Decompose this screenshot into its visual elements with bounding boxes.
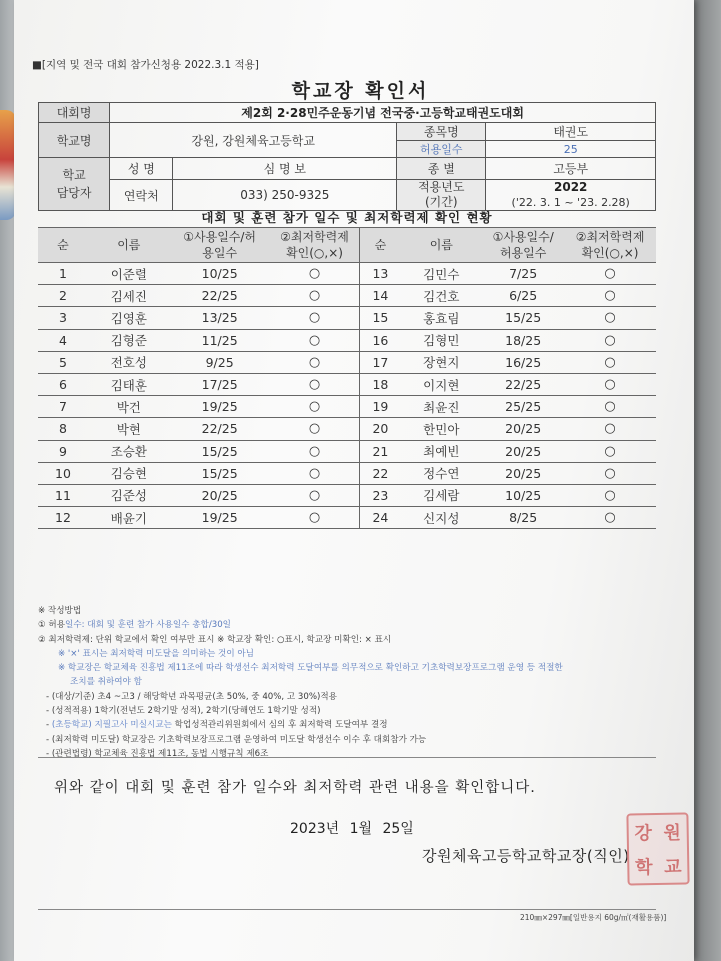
academic-check-right: ○ — [564, 329, 656, 351]
days-used-right: 25/25 — [482, 396, 564, 418]
col-no: 순 — [38, 228, 88, 263]
academic-check-right: ○ — [564, 462, 656, 484]
academic-check: ○ — [270, 263, 360, 285]
roster-row — [38, 285, 656, 307]
confirmation-statement: 위와 같이 대회 및 훈련 참가 일수와 최저학력 관련 내용을 확인합니다. — [54, 780, 536, 796]
academic-check-right: ○ — [564, 440, 656, 462]
allowed-days-label: 허용일수 — [397, 141, 486, 158]
academic-check-right: ○ — [564, 351, 656, 373]
row-number: 11 — [38, 484, 88, 506]
official-seal — [626, 812, 689, 885]
note-7-highlight: (초등학교) 지필고사 미실시교는 — [51, 720, 172, 731]
school-label: 학교명 — [39, 123, 110, 158]
seal-character: 학 — [634, 857, 653, 879]
student-name-right: 최윤진 — [400, 396, 482, 418]
row-number-right: 16 — [360, 329, 400, 351]
days-used: 20/25 — [170, 484, 270, 506]
year-label-line2: (기간) — [425, 195, 458, 209]
days-used: 22/25 — [170, 418, 270, 440]
col-days-line2: 용일수 — [202, 246, 238, 260]
days-used-right: 18/25 — [482, 329, 564, 351]
student-name: 김세진 — [88, 285, 170, 307]
days-used: 17/25 — [170, 373, 270, 395]
student-name-right: 정수연 — [400, 462, 482, 484]
roster-row — [38, 329, 656, 351]
student-name: 박건 — [88, 396, 170, 418]
category-value: 고등부 — [486, 158, 656, 180]
info-table — [38, 102, 656, 211]
roster-row — [38, 462, 656, 484]
year-label-line1: 적용년도 — [418, 180, 465, 194]
note-5: - (대상/기준) 초4 ~고3 / 해당학년 과목평균(초 50%, 중 40%, 고 30%)적용 — [46, 691, 337, 702]
event-label: 대회명 — [39, 103, 110, 123]
note-3: ※ '×' 표시는 최저학력 미도달을 의미하는 것이 아님 — [58, 648, 254, 659]
student-name: 배윤기 — [88, 507, 170, 529]
seal-character: 원 — [663, 822, 682, 844]
student-name: 전호성 — [88, 351, 170, 373]
notes-heading: ※ 작성방법 — [38, 606, 82, 616]
days-used-right: 7/25 — [482, 263, 564, 285]
student-name-right: 김형민 — [400, 329, 482, 351]
row-number-right: 21 — [360, 440, 400, 462]
academic-check-right: ○ — [564, 373, 656, 395]
student-name-right: 최예빈 — [400, 440, 482, 462]
academic-check: ○ — [270, 507, 360, 529]
days-used: 22/25 — [170, 285, 270, 307]
days-used-right: 16/25 — [482, 351, 564, 373]
row-number: 7 — [38, 396, 88, 418]
student-name-right: 김건호 — [400, 285, 482, 307]
row-number: 8 — [38, 418, 88, 440]
student-name-right: 홍효림 — [400, 307, 482, 329]
year-value: 2022 — [554, 180, 588, 194]
roster-row — [38, 484, 656, 506]
document-title: 학교장 확인서 — [291, 80, 430, 102]
col-days-line1: ①사용일수/허 — [183, 230, 257, 244]
row-number-right: 22 — [360, 462, 400, 484]
sport-label: 종목명 — [397, 123, 486, 141]
note-7-text: 학업성적관리위원회에서 심의 후 최저학력 도달여부 결정 — [171, 720, 388, 731]
days-used-right: 20/25 — [482, 418, 564, 440]
student-name-right: 장현지 — [400, 351, 482, 373]
row-number: 9 — [38, 440, 88, 462]
academic-check-right: ○ — [564, 484, 656, 506]
row-number-right: 14 — [360, 285, 400, 307]
paper-spec: 210㎜×297㎜[일반용지 60g/㎡(재활용품)] — [520, 913, 667, 922]
academic-check: ○ — [270, 418, 360, 440]
row-number-right: 20 — [360, 418, 400, 440]
roster-row — [38, 307, 656, 329]
staff-label-line1: 학교 — [62, 168, 86, 182]
academic-check-right: ○ — [564, 507, 656, 529]
row-number-right: 17 — [360, 351, 400, 373]
row-number: 5 — [38, 351, 88, 373]
seal-character: 강 — [634, 823, 653, 845]
col-name: 이름 — [88, 228, 170, 263]
issue-date: 2023년 1월 25일 — [290, 821, 414, 837]
name-label: 성 명 — [110, 158, 173, 180]
note-9: - (관련법령) 학교체육 진흥법 제11조, 동법 시행규칙 제6조 — [46, 748, 269, 759]
row-number-right: 13 — [360, 263, 400, 285]
student-name: 이준렬 — [88, 263, 170, 285]
contact-value: 033) 250-9325 — [173, 180, 397, 211]
note-1-prefix: ① 허용 — [38, 620, 66, 631]
row-number-right: 15 — [360, 307, 400, 329]
col-check-right-line2: 확인(○,×) — [581, 246, 639, 260]
note-4: ※ 학교장은 학교체육 진흥법 제11조에 따라 학생선수 최저학력 도달여부를 의무적으로 확인하고 기초학력보장프로그램 운영 등 적절한 — [58, 663, 563, 674]
note-8: - (최저학력 미도달) 학교장은 기초학력보장프로그램 운영하여 미도달 학생선수 이수 후 대회참가 가능 — [46, 734, 427, 745]
days-used-right: 8/25 — [482, 507, 564, 529]
note-6: - (성적적용) 1학기(전년도 2학기말 성적), 2학기(당해연도 1학기말 성적) — [46, 706, 321, 717]
student-name: 김승현 — [88, 462, 170, 484]
col-check-line1: ②최저학력제 — [280, 230, 349, 244]
student-name: 조승환 — [88, 440, 170, 462]
student-name-right: 신지성 — [400, 507, 482, 529]
category-label: 종 별 — [397, 158, 486, 180]
days-used: 9/25 — [170, 351, 270, 373]
writing-instructions — [38, 604, 563, 761]
period-value: ('22. 3. 1 ~ '23. 2.28) — [511, 196, 630, 209]
allowed-days-value: 25 — [486, 141, 656, 158]
days-used: 19/25 — [170, 396, 270, 418]
academic-check: ○ — [270, 396, 360, 418]
student-name-right: 김세람 — [400, 484, 482, 506]
row-number-right: 24 — [360, 507, 400, 529]
days-used: 11/25 — [170, 329, 270, 351]
row-number: 3 — [38, 307, 88, 329]
name-value: 심 명 보 — [173, 158, 397, 180]
staff-label-line2: 담당자 — [56, 186, 92, 200]
academic-check-right: ○ — [564, 263, 656, 285]
days-used: 19/25 — [170, 507, 270, 529]
roster-row — [38, 396, 656, 418]
days-used: 13/25 — [170, 307, 270, 329]
roster-row — [38, 373, 656, 395]
row-number: 10 — [38, 462, 88, 484]
academic-check-right: ○ — [564, 285, 656, 307]
sport-value: 태권도 — [486, 123, 656, 141]
form-tag: ■[지역 및 전국 대회 참가신청용 2022.3.1 적용] — [32, 59, 259, 71]
academic-check: ○ — [270, 440, 360, 462]
student-name: 김준성 — [88, 484, 170, 506]
academic-check-right: ○ — [564, 418, 656, 440]
row-number: 12 — [38, 507, 88, 529]
days-used-right: 20/25 — [482, 440, 564, 462]
student-name-right: 한민아 — [400, 418, 482, 440]
roster-table — [38, 227, 656, 529]
section-title: 대회 및 훈련 참가 일수 및 최저학력제 확인 현황 — [201, 210, 493, 225]
days-used: 10/25 — [170, 263, 270, 285]
col-check-right-line1: ②최저학력제 — [575, 230, 645, 244]
student-name: 김형준 — [88, 329, 170, 351]
days-used-right: 15/25 — [482, 307, 564, 329]
row-number: 6 — [38, 373, 88, 395]
event-name: 제2회 2·28민주운동기념 전국중·고등학교태권도대회 — [110, 103, 656, 123]
academic-check: ○ — [270, 351, 360, 373]
col-name-right: 이름 — [400, 228, 482, 263]
student-name-right: 이지현 — [400, 373, 482, 395]
row-number: 4 — [38, 329, 88, 351]
desk-background-right — [694, 0, 721, 961]
academic-check-right: ○ — [564, 307, 656, 329]
note-7-dash: - — [46, 720, 52, 731]
note-4-continued: 조치를 취하여야 함 — [70, 677, 142, 688]
days-used-right: 10/25 — [482, 484, 564, 506]
col-check-line2: 확인(○,×) — [286, 246, 343, 260]
note-2: ② 최저학력제: 단위 학교에서 확인 여부만 표시 ※ 학교장 확인: ○표시, 학교장 미확인: × 표시 — [38, 634, 392, 645]
days-used: 15/25 — [170, 462, 270, 484]
row-number-right: 19 — [360, 396, 400, 418]
row-number-right: 18 — [360, 373, 400, 395]
roster-header — [38, 228, 656, 263]
academic-check-right: ○ — [564, 396, 656, 418]
academic-check: ○ — [270, 329, 360, 351]
roster-row — [38, 418, 656, 440]
academic-check: ○ — [270, 307, 360, 329]
days-used-right: 6/25 — [482, 285, 564, 307]
student-name: 김태훈 — [88, 373, 170, 395]
school-name: 강원, 강원체육고등학교 — [110, 123, 397, 158]
roster-row — [38, 263, 656, 285]
academic-check: ○ — [270, 484, 360, 506]
divider-top — [38, 757, 656, 758]
student-name-right: 김민수 — [400, 263, 482, 285]
col-days-right-line1: ①사용일수/ — [492, 230, 554, 244]
row-number: 2 — [38, 285, 88, 307]
roster-row — [38, 440, 656, 462]
roster-row — [38, 507, 656, 529]
academic-check: ○ — [270, 373, 360, 395]
divider-bottom — [38, 909, 656, 910]
principal-signature-line: 강원체육고등학교학교장(직인) — [422, 847, 630, 865]
days-used-right: 22/25 — [482, 373, 564, 395]
days-used-right: 20/25 — [482, 462, 564, 484]
academic-check: ○ — [270, 462, 360, 484]
seal-character: 교 — [663, 856, 682, 878]
col-no-right: 순 — [360, 228, 400, 263]
roster-row — [38, 351, 656, 373]
days-used: 15/25 — [170, 440, 270, 462]
academic-check: ○ — [270, 285, 360, 307]
col-days-right-line2: 허용일수 — [499, 246, 547, 260]
contact-label: 연락처 — [110, 180, 173, 211]
student-name: 김영훈 — [88, 307, 170, 329]
row-number: 1 — [38, 263, 88, 285]
student-name: 박현 — [88, 418, 170, 440]
note-1-text: 일수: 대회 및 훈련 참가 사용일수 총합/30일 — [65, 620, 231, 631]
row-number-right: 23 — [360, 484, 400, 506]
